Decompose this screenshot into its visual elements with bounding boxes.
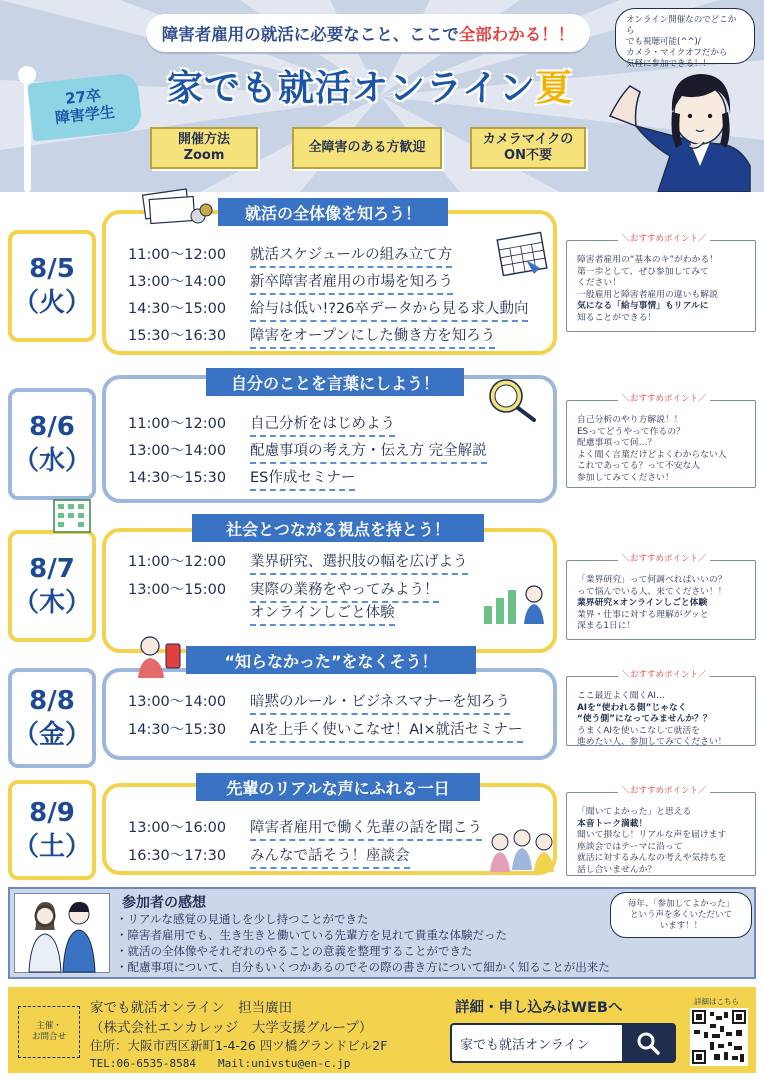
session-item: オンラインしごと体験 (128, 601, 395, 626)
session-item: 13:00〜16:00 障害者雇用で働く先輩の話を聞こう (128, 816, 482, 841)
session-theme-0806: 自分のことを言葉にしよう！ (206, 368, 464, 396)
search-input[interactable]: 家でも就活オンライン (460, 1038, 590, 1053)
roundtable-people-icon (486, 826, 556, 876)
session-theme-0805: 就活の全体像を知ろう！ (218, 198, 448, 226)
students-illustration (14, 893, 110, 973)
organizer-name: 家でも就活オンライン 担当廣田 (90, 1000, 293, 1016)
date-0808: 8/8 （金） (8, 668, 96, 768)
qr-code[interactable] (690, 1008, 748, 1066)
address: 住所：大阪市西区新町1-4-26 四ツ橋グランドビル2F (90, 1038, 388, 1053)
recommend-box-0805: 障害者雇用の“基本のキ”がわかる！ 第一歩として、ぜひ参加してみて ください！ 一般雇用と障害者雇用の違いも解説 気になる「給与事情」もリアルに 知ることができる！ (566, 240, 756, 332)
contact-info: TEL:06-6535-8584 Mail:univstu@en-c.jp (90, 1057, 351, 1070)
session-item: 11:00〜12:00 自己分析をはじめよう (128, 412, 395, 437)
session-item: 11:00〜12:00 就活スケジュールの組み立て方 (128, 243, 452, 268)
date-0807: 8/7 （木） (8, 530, 96, 642)
recommend-label: ＼おすすめポイント／ (618, 668, 710, 682)
session-item: 14:30〜15:00 給与は低い!?26卒データから見る求人動向 (128, 297, 528, 322)
search-button[interactable] (622, 1025, 674, 1061)
search-icon (635, 1030, 661, 1056)
session-item: 13:00〜14:00 暗黙のルール・ビジネスマナーを知ろう (128, 690, 510, 715)
session-item: 16:30〜17:30 みんなで話そう！座談会 (128, 844, 410, 869)
session-item: 14:30〜15:30 ES作成セミナー (128, 466, 355, 491)
target-audience-flag: 27卒 障害学生 (54, 86, 116, 128)
voices-title: 参加者の感想 (122, 895, 206, 911)
contact-label: 主催・ お問合せ (18, 1006, 80, 1058)
session-item: 11:00〜12:00 業界研究、選択肢の幅を広げよう (128, 550, 468, 575)
voice-item: ・就活の全体像やそれぞれのやることの意義を整理することができた (116, 944, 473, 958)
web-cta: 詳細・申し込みはWEBへ (455, 1000, 623, 1016)
business-chart-icon (480, 576, 550, 628)
recommend-box-0807: 「業界研究」って何調べればいいの？ って悩んでいる人、来てください！！ 業界研究×オンラインしごと体験 業界・仕事に対する理解がグッと 深まる1日に！ (566, 560, 756, 640)
voice-item: ・リアルな感覚の見通しを少し持つことができた (116, 912, 369, 926)
voice-item: ・障害者雇用でも、生き生きと働いている先輩方を見れて貴重な体験だった (116, 928, 507, 942)
recommend-label: ＼おすすめポイント／ (618, 392, 710, 406)
flag-pole-top (18, 66, 36, 84)
recommend-box-0809: 「聞いてよかった」と思える 本音トーク満載！ 聞いて損なし！リアルな声を届けます 座談会ではテーマに沿って 就活に対するみんなの考えや気持ちを 話し合いませんか？ (566, 792, 756, 876)
session-item: 13:00〜14:00 配慮事項の考え方・伝え方 完全解説 (128, 439, 487, 464)
magnifier-icon (482, 374, 546, 424)
qr-code-icon (690, 1008, 748, 1066)
session-item: 15:30〜16:30 障害をオープンにした働き方を知ろう (128, 324, 495, 349)
recommend-box-0808: ここ最近よく聞くAI… AIを“使われる側”じゃなく “使う側”になってみませんか？？ うまくAIを使いこなして就活を 進めたい人、参加してみてください！ (566, 676, 756, 746)
tagline: 障害者雇用の就活に必要なこと、ここで全部わかる！！ (161, 25, 575, 44)
page-title: 家でも就活オンライン夏 (167, 68, 573, 109)
woman-illustration-icon (600, 56, 760, 192)
info-eligibility: 全障害のある方歓迎 (292, 127, 442, 169)
smartphone-person-icon (132, 632, 190, 680)
date-0805: 8/5 （火） (8, 230, 96, 342)
calendar-icon (496, 230, 550, 276)
building-icon (48, 494, 96, 534)
session-theme-0809: 先輩のリアルな声にふれる一日 (196, 773, 480, 801)
session-item: 13:00〜15:00 実際の業務をやってみよう！ (128, 578, 439, 603)
voice-item: ・配慮事項について、自分もいくつかあるのでその際の書き方について細かく知ることが出来た (116, 960, 610, 974)
recommend-label: ＼おすすめポイント／ (618, 784, 710, 798)
session-item: 14:30〜15:30 AIを上手く使いこなせ！AI×就活セミナー (128, 718, 523, 743)
voices-bubble: 毎年、「参加してよかった」 という声を多くいただいて います！！ (610, 892, 752, 938)
qr-label: 詳細はこちら (694, 997, 739, 1006)
students-icon (15, 894, 111, 974)
date-0806: 8/6 （水） (8, 388, 96, 500)
session-theme-0807: 社会とつながる視点を持とう！ (192, 514, 484, 542)
session-item: 13:00〜14:00 新卒障害者雇用の市場を知ろう (128, 270, 453, 295)
recommend-label: ＼おすすめポイント／ (618, 232, 710, 246)
tagline-bar (146, 14, 590, 52)
speech-bubble: オンライン開催なのでどこから でも視聴可能(^^)/ カメラ・マイクオフだから 気軽に参加できる！！ (615, 8, 755, 64)
session-theme-0808: “知らなかった”をなくそう！ (186, 646, 476, 674)
money-icon (140, 188, 214, 228)
recommend-label: ＼おすすめポイント／ (618, 552, 710, 566)
info-camera: カメラマイクの ON不要 (470, 127, 586, 169)
info-method: 開催方法 Zoom (150, 127, 258, 169)
recommend-box-0806: 自己分析のやり方解説！！ ESってどうやって作るの？ 配慮事項って何…？ よく聞く言葉だけどよくわからない人 これであってる？って不安な人 参加してみてください！ (566, 400, 756, 488)
organizer-company: （株式会社エンカレッジ 大学支援グループ） (90, 1020, 373, 1036)
date-0809: 8/9 （土） (8, 780, 96, 880)
